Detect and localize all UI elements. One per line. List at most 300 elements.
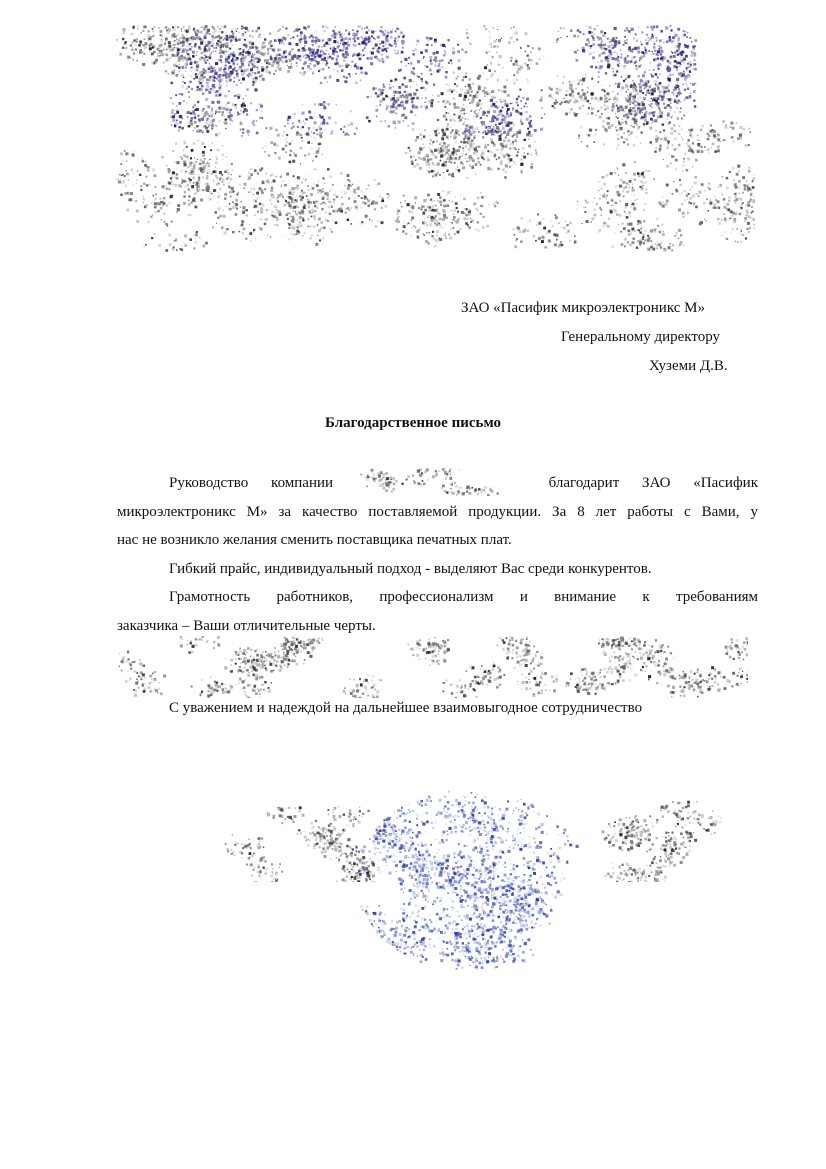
noise-speck — [228, 56, 230, 58]
noise-speck — [144, 38, 145, 39]
noise-speck — [190, 76, 192, 78]
noise-speck — [192, 62, 193, 63]
noise-speck — [466, 208, 467, 209]
noise-speck — [455, 218, 456, 219]
noise-speck — [352, 184, 353, 185]
noise-speck — [198, 32, 200, 34]
noise-speck — [430, 63, 432, 65]
noise-speck — [163, 202, 166, 205]
noise-speck — [669, 56, 672, 59]
noise-speck — [235, 104, 237, 106]
noise-speck — [469, 141, 471, 143]
noise-speck — [260, 202, 261, 203]
noise-speck — [631, 28, 634, 31]
noise-speck — [636, 92, 639, 95]
noise-speck — [337, 196, 339, 198]
noise-speck — [238, 53, 241, 56]
noise-speck — [659, 40, 662, 43]
noise-speck — [545, 246, 547, 248]
noise-speck — [493, 45, 495, 47]
noise-speck — [411, 219, 413, 221]
noise-speck — [339, 49, 342, 52]
noise-speck — [174, 240, 176, 242]
noise-speck — [383, 45, 385, 47]
noise-speck — [611, 205, 612, 206]
noise-speck — [296, 185, 299, 188]
noise-speck — [625, 122, 627, 124]
noise-speck — [572, 95, 575, 98]
noise-speck — [259, 227, 260, 228]
noise-speck — [525, 103, 527, 105]
noise-speck — [645, 78, 646, 79]
noise-speck — [664, 137, 667, 140]
noise-speck — [646, 34, 648, 36]
noise-speck — [291, 216, 294, 219]
noise-speck — [444, 234, 447, 237]
noise-speck — [230, 65, 232, 67]
noise-speck — [639, 57, 642, 60]
noise-speck — [685, 153, 686, 154]
noise-speck — [292, 122, 294, 124]
noise-speck — [166, 26, 168, 28]
noise-speck — [251, 57, 252, 58]
noise-speck — [324, 202, 326, 204]
noise-speck — [508, 139, 511, 142]
noise-speck — [208, 49, 210, 51]
noise-speck — [645, 111, 647, 113]
noise-speck — [616, 70, 618, 72]
noise-speck — [632, 89, 635, 92]
noise-speck — [188, 111, 191, 114]
noise-speck — [222, 51, 225, 54]
noise-speck — [235, 70, 237, 72]
noise-speck — [399, 104, 401, 106]
noise-speck — [522, 64, 523, 65]
noise-speck — [522, 230, 525, 233]
noise-speck — [392, 111, 394, 113]
noise-speck — [424, 129, 426, 131]
noise-speck — [385, 95, 387, 97]
noise-speck — [262, 181, 265, 184]
noise-speck — [243, 73, 244, 74]
noise-speck — [552, 105, 554, 107]
noise-speck — [647, 235, 649, 237]
noise-speck — [331, 206, 333, 208]
noise-speck — [155, 211, 157, 213]
noise-speck — [355, 82, 357, 84]
noise-speck — [659, 203, 662, 206]
noise-speck — [252, 46, 254, 48]
noise-speck — [168, 233, 171, 236]
noise-speck — [455, 168, 457, 170]
noise-speck — [341, 191, 342, 192]
noise-speck — [290, 190, 292, 192]
noise-speck — [614, 233, 616, 235]
noise-speck — [532, 47, 534, 49]
noise-speck — [294, 225, 296, 227]
noise-speck — [477, 157, 479, 159]
noise-speck — [628, 230, 631, 233]
noise-speck — [499, 55, 502, 58]
noise-speck — [468, 99, 469, 100]
noise-speck — [647, 89, 649, 91]
noise-speck — [475, 228, 477, 230]
noise-speck — [729, 171, 731, 173]
noise-speck — [208, 47, 209, 48]
noise-speck — [314, 137, 316, 139]
noise-speck — [608, 218, 610, 220]
noise-speck — [640, 64, 642, 66]
noise-speck — [733, 141, 735, 143]
noise-speck — [679, 193, 680, 194]
noise-speck — [220, 47, 222, 49]
noise-speck — [318, 52, 320, 54]
noise-speck — [649, 38, 652, 41]
noise-speck — [689, 147, 692, 150]
noise-speck — [395, 107, 398, 110]
noise-speck — [296, 131, 299, 134]
noise-speck — [618, 144, 620, 146]
noise-speck — [636, 49, 637, 50]
noise-speck — [695, 206, 698, 209]
noise-speck — [265, 42, 266, 43]
noise-speck — [453, 228, 454, 229]
redacted-letterhead — [115, 25, 755, 255]
noise-speck — [585, 43, 588, 46]
noise-speck — [340, 173, 342, 175]
noise-speck — [345, 37, 348, 40]
noise-speck — [644, 221, 646, 223]
noise-speck — [471, 139, 474, 142]
noise-speck — [617, 64, 619, 66]
noise-speck — [309, 58, 311, 60]
noise-speck — [587, 39, 589, 41]
noise-speck — [383, 86, 386, 89]
noise-speck — [661, 97, 663, 99]
noise-speck — [658, 109, 659, 110]
noise-speck — [233, 39, 234, 40]
noise-speck — [559, 244, 560, 245]
noise-speck — [472, 83, 474, 85]
noise-speck — [178, 59, 181, 62]
noise-speck — [288, 212, 291, 215]
noise-speck — [744, 188, 747, 191]
noise-speck — [336, 79, 339, 82]
noise-speck — [312, 73, 314, 75]
noise-speck — [321, 221, 323, 223]
noise-speck — [667, 65, 670, 68]
noise-speck — [725, 208, 727, 210]
noise-speck — [644, 119, 646, 121]
noise-speck — [218, 35, 220, 37]
noise-speck — [508, 161, 510, 163]
noise-speck — [455, 141, 458, 144]
noise-speck — [460, 141, 462, 143]
noise-speck — [218, 72, 219, 73]
noise-speck — [436, 239, 439, 242]
noise-speck — [301, 50, 304, 53]
noise-speck — [187, 46, 188, 47]
noise-speck — [465, 215, 466, 216]
noise-speck — [410, 87, 412, 89]
noise-speck — [588, 31, 591, 34]
noise-speck — [416, 85, 418, 87]
noise-speck — [323, 106, 326, 109]
noise-speck — [227, 102, 229, 104]
noise-speck — [288, 66, 291, 69]
noise-speck — [304, 27, 307, 30]
noise-speck — [591, 107, 594, 110]
noise-speck — [271, 173, 274, 176]
noise-speck — [221, 31, 223, 33]
noise-speck — [489, 36, 491, 38]
noise-speck — [577, 79, 579, 81]
noise-speck — [348, 64, 350, 66]
noise-speck — [404, 86, 405, 87]
noise-speck — [626, 42, 628, 44]
noise-speck — [300, 34, 302, 36]
noise-speck — [144, 46, 147, 49]
noise-speck — [313, 215, 316, 218]
noise-speck — [284, 126, 285, 127]
noise-speck — [600, 30, 603, 33]
noise-speck — [323, 53, 325, 55]
noise-speck — [300, 31, 303, 34]
noise-speck — [473, 112, 475, 114]
noise-speck — [196, 130, 199, 133]
noise-speck — [677, 117, 679, 119]
noise-speck — [649, 170, 651, 172]
noise-speck — [741, 231, 742, 232]
noise-speck — [530, 51, 532, 53]
noise-speck — [296, 233, 298, 235]
noise-speck — [435, 65, 437, 67]
noise-speck — [208, 124, 210, 126]
noise-speck — [660, 30, 663, 33]
noise-speck — [446, 84, 447, 85]
noise-speck — [231, 187, 234, 190]
noise-speck — [491, 73, 494, 76]
noise-speck — [221, 62, 223, 64]
noise-speck — [480, 205, 482, 207]
noise-speck — [249, 35, 251, 37]
noise-speck — [204, 59, 207, 62]
noise-speck — [626, 117, 629, 120]
noise-speck — [340, 37, 342, 39]
noise-speck — [430, 59, 432, 61]
noise-speck — [745, 214, 747, 216]
noise-speck — [678, 48, 680, 50]
noise-speck — [447, 152, 448, 153]
noise-speck — [625, 212, 627, 214]
noise-speck — [228, 185, 230, 187]
noise-speck — [665, 26, 668, 29]
noise-speck — [291, 49, 293, 51]
noise-speck — [256, 47, 259, 50]
noise-speck — [527, 81, 529, 83]
noise-speck — [652, 113, 655, 116]
noise-speck — [178, 70, 181, 73]
noise-speck — [302, 73, 305, 76]
noise-speck — [398, 91, 399, 92]
noise-speck — [373, 179, 375, 181]
noise-speck — [687, 157, 690, 160]
noise-speck — [633, 207, 636, 210]
noise-speck — [588, 134, 589, 135]
noise-speck — [416, 230, 419, 233]
noise-speck — [193, 28, 195, 30]
noise-speck — [204, 36, 207, 39]
noise-speck — [285, 235, 286, 236]
noise-speck — [503, 90, 506, 93]
noise-speck — [593, 34, 594, 35]
noise-speck — [752, 178, 754, 180]
noise-speck — [480, 107, 482, 109]
noise-speck — [285, 199, 286, 200]
noise-speck — [119, 53, 122, 56]
noise-speck — [714, 207, 716, 209]
noise-speck — [624, 36, 626, 38]
noise-speck — [724, 238, 726, 240]
noise-speck — [285, 200, 287, 202]
noise-speck — [444, 206, 446, 208]
noise-speck — [623, 181, 626, 184]
noise-speck — [219, 89, 221, 91]
noise-speck — [622, 108, 624, 110]
noise-speck — [311, 216, 313, 218]
noise-speck — [248, 61, 251, 64]
noise-speck — [556, 101, 558, 103]
noise-speck — [541, 89, 543, 91]
noise-speck — [221, 228, 223, 230]
noise-speck — [368, 29, 371, 32]
noise-speck — [477, 102, 480, 105]
noise-speck — [750, 200, 752, 202]
noise-speck — [410, 156, 412, 158]
noise-speck — [618, 83, 621, 86]
noise-speck — [242, 39, 243, 40]
noise-speck — [416, 44, 417, 45]
noise-speck — [465, 106, 467, 108]
noise-speck — [633, 173, 636, 176]
noise-speck — [625, 172, 627, 174]
noise-speck — [375, 44, 378, 47]
noise-speck — [215, 113, 216, 114]
noise-speck — [659, 45, 661, 47]
noise-speck — [594, 108, 595, 109]
noise-speck — [658, 48, 660, 50]
noise-speck — [217, 202, 218, 203]
noise-speck — [462, 123, 464, 125]
noise-speck — [439, 149, 441, 151]
noise-speck — [602, 120, 605, 123]
noise-speck — [440, 141, 443, 144]
noise-speck — [264, 38, 266, 40]
noise-speck — [350, 110, 352, 112]
noise-speck — [447, 157, 450, 160]
noise-speck — [496, 126, 499, 129]
noise-speck — [420, 78, 423, 81]
noise-speck — [255, 201, 257, 203]
noise-speck — [568, 94, 569, 95]
noise-speck — [238, 192, 239, 193]
noise-speck — [686, 83, 687, 84]
noise-speck — [510, 127, 513, 130]
noise-speck — [381, 207, 382, 208]
noise-speck — [651, 28, 654, 31]
noise-speck — [558, 245, 560, 247]
noise-speck — [176, 39, 178, 41]
noise-speck — [728, 196, 731, 199]
noise-speck — [289, 143, 291, 145]
noise-speck — [451, 210, 453, 212]
noise-speck — [214, 87, 215, 88]
noise-speck — [165, 70, 167, 72]
noise-speck — [437, 193, 440, 196]
noise-speck — [477, 146, 480, 149]
noise-speck — [668, 69, 671, 72]
noise-speck — [671, 155, 674, 158]
noise-speck — [308, 130, 310, 132]
noise-speck — [582, 89, 584, 91]
noise-speck — [254, 214, 256, 216]
noise-speck — [503, 67, 504, 68]
noise-speck — [353, 38, 355, 40]
noise-speck — [183, 196, 185, 198]
noise-speck — [630, 125, 632, 127]
noise-speck — [704, 219, 705, 220]
noise-speck — [437, 119, 439, 121]
noise-speck — [147, 38, 148, 39]
noise-speck — [458, 120, 459, 121]
noise-speck — [314, 169, 316, 171]
noise-speck — [297, 187, 299, 189]
noise-speck — [605, 36, 606, 37]
noise-speck — [410, 62, 413, 65]
noise-speck — [168, 181, 171, 184]
noise-speck — [252, 64, 253, 65]
noise-speck — [640, 143, 641, 144]
noise-speck — [230, 123, 231, 124]
noise-speck — [631, 96, 633, 98]
noise-speck — [337, 33, 339, 35]
noise-speck — [231, 39, 233, 41]
noise-speck — [447, 137, 449, 139]
noise-speck — [738, 193, 740, 195]
noise-speck — [554, 102, 557, 105]
noise-speck — [189, 238, 192, 241]
noise-speck — [199, 71, 201, 73]
noise-speck — [261, 117, 263, 119]
noise-speck — [680, 101, 682, 103]
noise-speck — [226, 85, 227, 86]
noise-speck — [337, 70, 339, 72]
noise-speck — [607, 55, 609, 57]
noise-speck — [513, 41, 514, 42]
noise-speck — [681, 51, 684, 54]
noise-speck — [229, 48, 231, 50]
noise-speck — [612, 111, 613, 112]
noise-speck — [200, 74, 203, 77]
noise-speck — [632, 119, 634, 121]
noise-speck — [666, 165, 669, 168]
noise-speck — [172, 71, 175, 74]
noise-speck — [297, 224, 300, 227]
noise-speck — [528, 131, 530, 133]
noise-speck — [300, 59, 302, 61]
noise-speck — [205, 89, 207, 91]
noise-speck — [448, 234, 450, 236]
